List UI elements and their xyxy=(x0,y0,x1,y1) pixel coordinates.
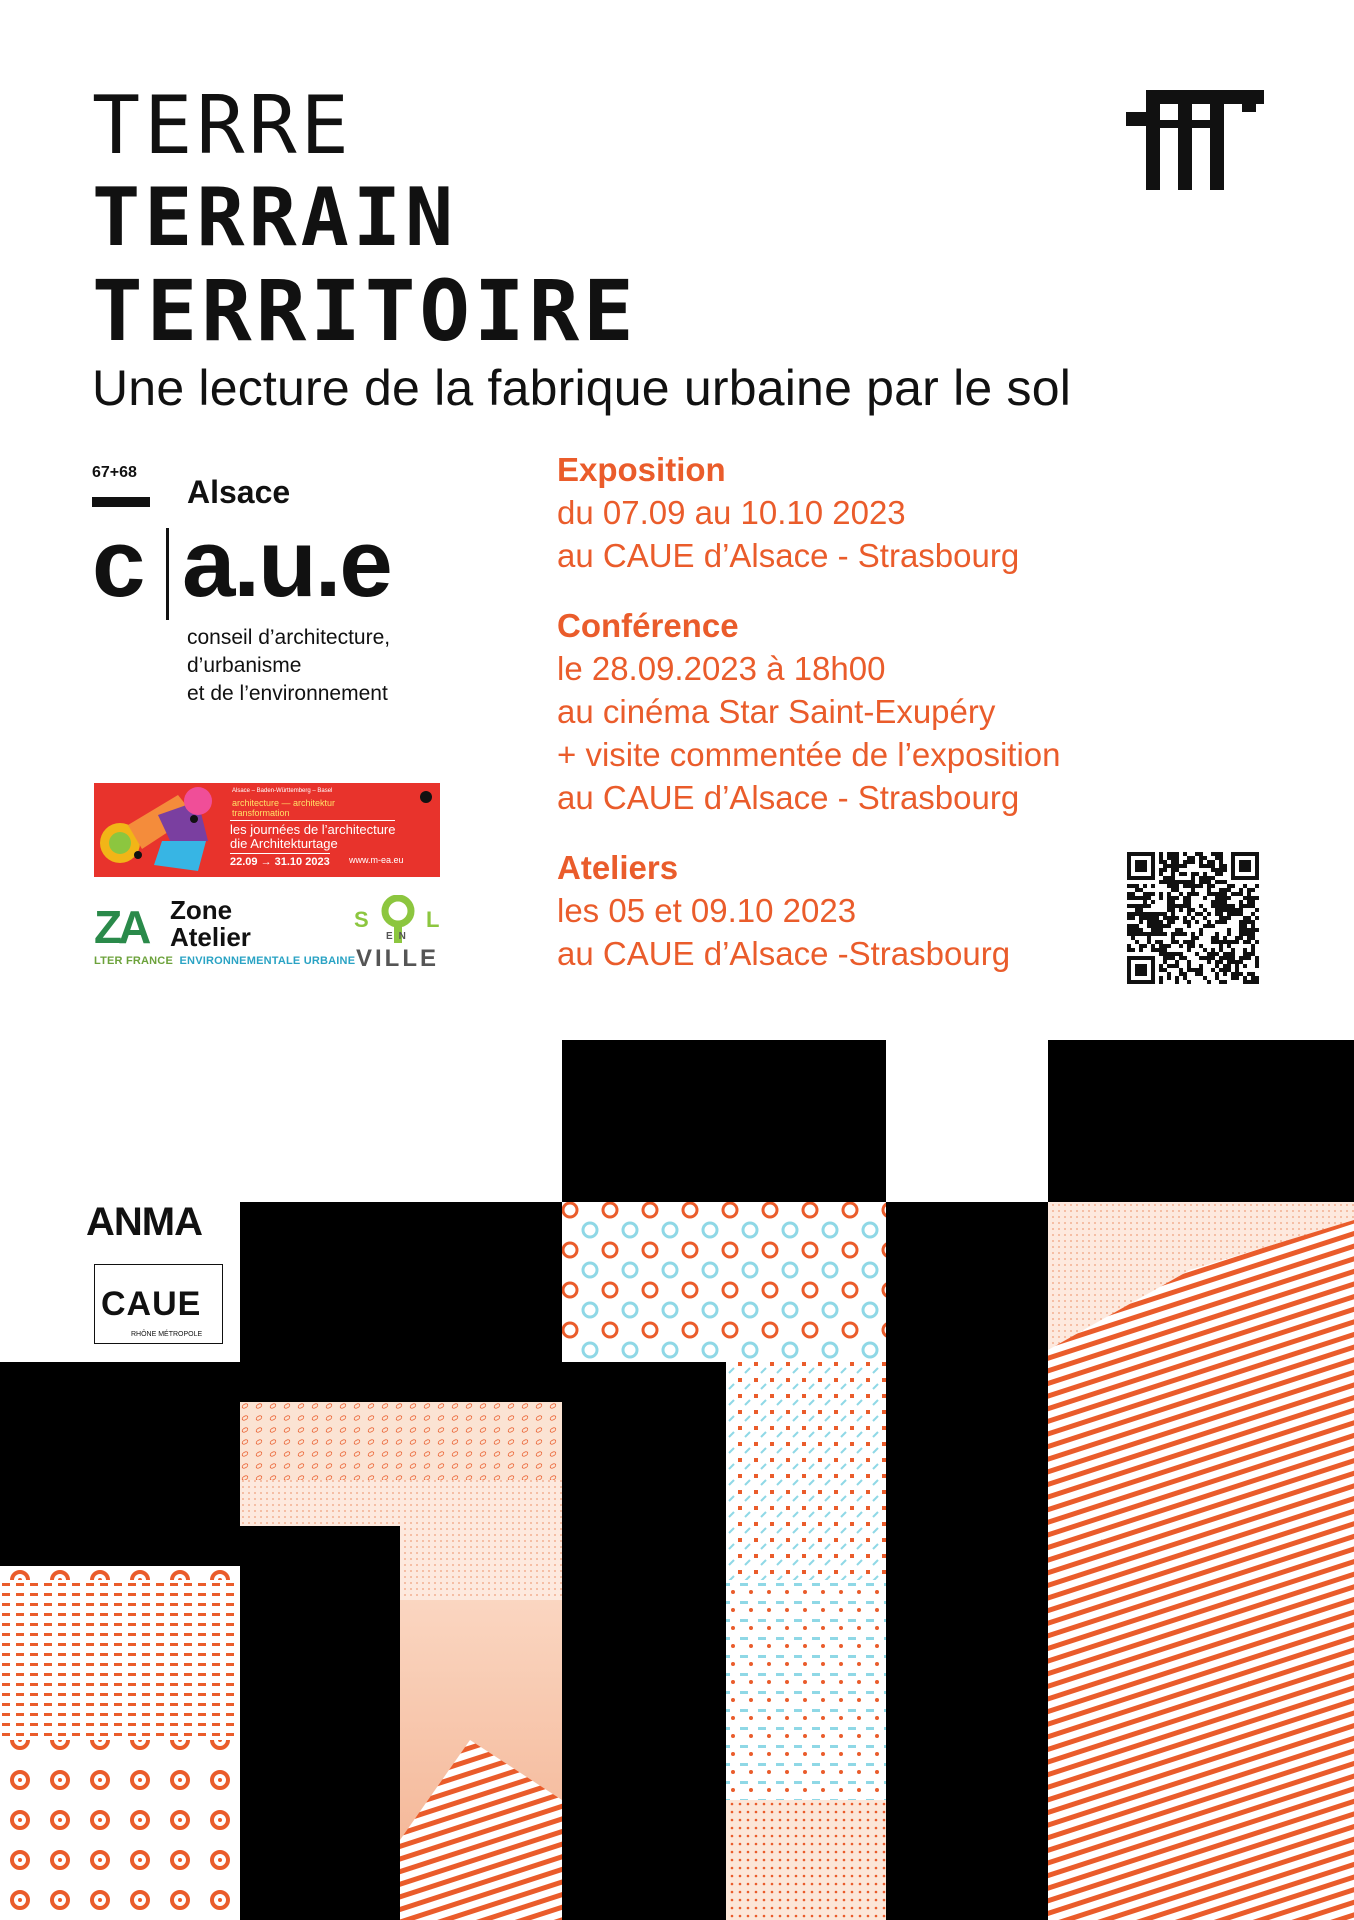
exposition-block xyxy=(557,448,1019,577)
conference-place2: au CAUE d’Alsace - Strasbourg xyxy=(557,779,1020,816)
ateliers-heading: Ateliers xyxy=(557,849,679,886)
conference-date: le 28.09.2023 à 18h00 xyxy=(557,650,886,687)
title-line-terrain: TERRAIN xyxy=(92,171,458,264)
exposition-place: au CAUE d’Alsace - Strasbourg xyxy=(557,537,1020,574)
anma-logo: ANMA xyxy=(86,1200,202,1244)
zone-atelier-mark: ZA xyxy=(94,901,148,953)
soil-pattern-artwork xyxy=(0,1040,1354,1920)
zone-atelier-sub: LTER FRANCE ENVIRONNEMENTALE URBAINE xyxy=(94,955,356,967)
exposition-heading: Exposition xyxy=(557,451,726,488)
ateliers-block xyxy=(557,846,1010,975)
caue-separator xyxy=(166,528,169,620)
caue-bar xyxy=(92,497,150,507)
qr-code-icon[interactable] xyxy=(1127,852,1259,984)
caue-dept-label: 67+68 xyxy=(92,464,137,481)
conference-block xyxy=(557,604,1061,819)
jda-figure-icon xyxy=(98,785,228,875)
sol-en-ville-logo: S L EN VILLE xyxy=(352,895,444,973)
caue-logo-letter-c: c xyxy=(92,510,144,617)
exposition-dates: du 07.09 au 10.10 2023 xyxy=(557,494,906,531)
caue-logo-letters: a.u.e xyxy=(182,510,391,617)
caue-region-label: Alsace xyxy=(187,474,291,510)
subtitle: Une lecture de la fabrique urbaine par le sol xyxy=(92,360,1072,416)
journees-architecture-logo: Alsace – Baden-Württemberg – Basel architecture — architektur transformation les journées de l’architecture die Architekturtage 22.09 → 31.10 2023 www.m-ea.eu xyxy=(94,783,440,877)
title-line-territoire: TERRITOIRE xyxy=(92,262,638,360)
conference-heading: Conférence xyxy=(557,607,739,644)
title-line-terre: TERRE xyxy=(92,79,353,172)
jda-badge-icon xyxy=(420,791,432,803)
caue-description: conseil d’architecture, d’urbanisme et de l’environnement xyxy=(187,626,391,705)
ateliers-dates: les 05 et 09.10 2023 xyxy=(557,892,857,929)
conference-place: au cinéma Star Saint-Exupéry xyxy=(557,693,996,730)
conference-extra: + visite commentée de l’exposition xyxy=(557,736,1061,773)
zone-atelier-name: Zone Atelier xyxy=(170,895,251,952)
exhibition-logo-icon xyxy=(1126,90,1264,190)
caue-rhone-logo: CAUE RHÔNE MÉTROPOLE xyxy=(94,1264,223,1344)
ateliers-place: au CAUE d’Alsace -Strasbourg xyxy=(557,935,1011,972)
